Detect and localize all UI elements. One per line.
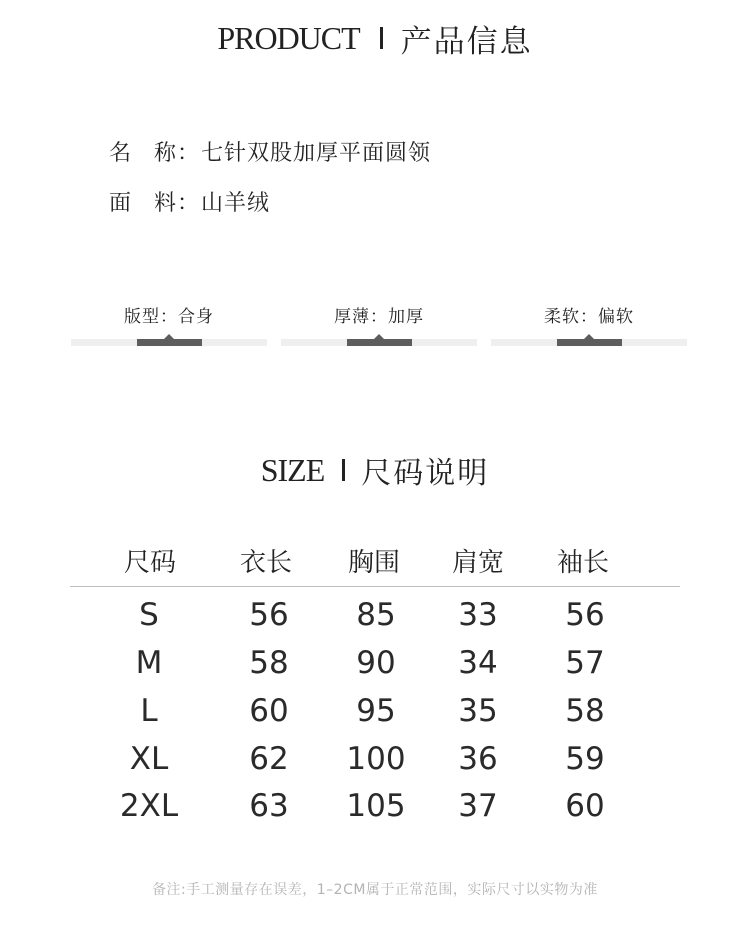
- label-char: 名: [109, 141, 133, 166]
- attribute-key: 柔软：: [544, 307, 598, 327]
- table-cell: 60: [249, 693, 289, 729]
- header-cell-shoulder: 肩宽: [451, 548, 504, 578]
- attribute-value: 合身: [178, 307, 214, 327]
- attribute-level-marker: [347, 339, 412, 346]
- header-cell-length: 衣长: [239, 548, 292, 578]
- table-row: [70, 688, 680, 734]
- table-cell: M: [135, 645, 163, 681]
- table-cell: 60: [565, 788, 605, 824]
- table-cell: 105: [346, 788, 406, 824]
- info-value-material: 山羊绒: [201, 191, 271, 216]
- table-cell: 2XL: [119, 788, 179, 824]
- table-cell: 34: [458, 645, 498, 681]
- title-divider: [342, 459, 345, 481]
- table-cell: 59: [565, 741, 605, 777]
- table-cell: 56: [565, 597, 605, 633]
- attribute-key: 版型：: [124, 307, 178, 327]
- table-cell: 33: [458, 597, 498, 633]
- attribute-label: [491, 302, 687, 327]
- pointer-triangle-icon: [584, 334, 594, 339]
- label-colon: ：: [177, 191, 201, 216]
- header-cell-size: 尺码: [123, 548, 176, 578]
- size-table: [70, 536, 680, 827]
- attribute-fit: [71, 300, 267, 350]
- attribute-level-marker: [137, 339, 202, 346]
- table-row: [70, 640, 680, 686]
- info-row-material: [109, 189, 270, 219]
- attribute-label: [71, 302, 267, 327]
- table-cell: 58: [249, 645, 289, 681]
- table-cell: S: [139, 597, 159, 633]
- size-table-body: [70, 587, 680, 827]
- info-row-name: [109, 139, 431, 169]
- size-section-title: [0, 450, 750, 490]
- info-label-name: [109, 139, 201, 169]
- size-table-header: [70, 536, 680, 587]
- table-cell: 35: [458, 693, 498, 729]
- table-cell: 95: [356, 693, 396, 729]
- attribute-key: 厚薄：: [334, 307, 388, 327]
- attribute-value: 偏软: [598, 307, 634, 327]
- label-char: 称: [154, 141, 178, 166]
- attribute-softness: [491, 300, 687, 350]
- table-cell: 58: [565, 693, 605, 729]
- title-divider: [380, 27, 383, 49]
- attribute-level-marker: [557, 339, 622, 346]
- product-title-latin: PRODUCT: [217, 19, 360, 56]
- product-title-cn: 产品信息: [400, 23, 533, 60]
- header-cell-chest: 胸围: [347, 548, 400, 578]
- product-section-title: [0, 18, 750, 58]
- header-cell-sleeve: 袖长: [556, 548, 609, 578]
- table-cell: 62: [249, 741, 289, 777]
- table-cell: 37: [458, 788, 498, 824]
- table-cell: L: [140, 693, 158, 729]
- attribute-thickness: [281, 300, 477, 350]
- label-char: 料: [154, 191, 178, 216]
- size-title-cn: 尺码说明: [361, 456, 490, 491]
- attribute-label: [281, 302, 477, 327]
- pointer-triangle-icon: [164, 334, 174, 339]
- attribute-value: 加厚: [388, 307, 424, 327]
- info-value-name: 七针双股加厚平面圆领: [201, 141, 432, 166]
- table-row: [70, 783, 680, 829]
- table-cell: 100: [346, 741, 406, 777]
- table-cell: 90: [356, 645, 396, 681]
- info-label-material: [109, 189, 201, 219]
- footnote: 备注:手工测量存在误差，1–2CM属于正常范围，实际尺寸以实物为准: [152, 882, 598, 898]
- label-colon: ：: [177, 141, 201, 166]
- table-cell: XL: [129, 741, 169, 777]
- table-row: [70, 592, 680, 638]
- table-cell: 85: [356, 597, 396, 633]
- table-cell: 63: [249, 788, 289, 824]
- table-cell: 56: [249, 597, 289, 633]
- table-row: [70, 736, 680, 782]
- table-cell: 57: [565, 645, 605, 681]
- pointer-triangle-icon: [374, 334, 384, 339]
- label-char: 面: [109, 191, 133, 216]
- size-title-latin: SIZE: [260, 451, 325, 488]
- table-cell: 36: [458, 741, 498, 777]
